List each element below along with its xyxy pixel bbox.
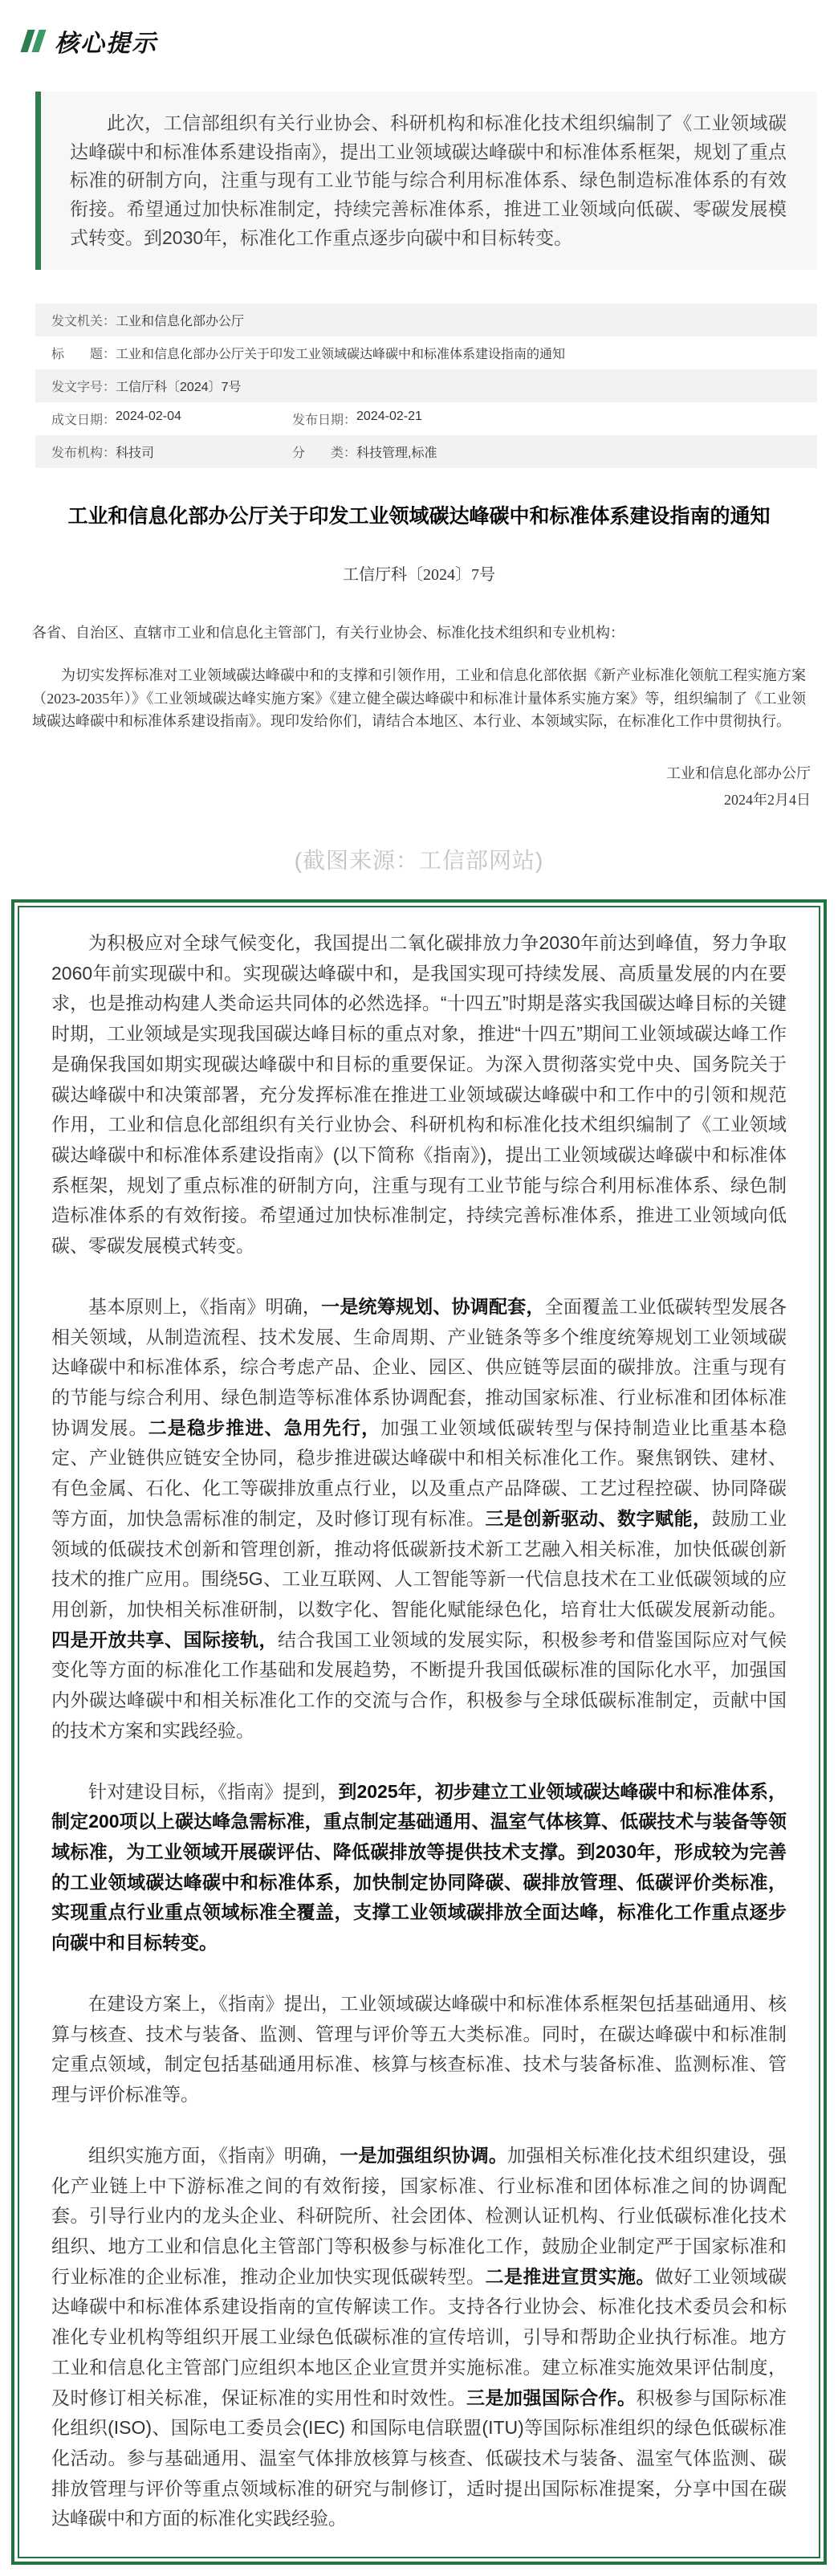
body-text: 为积极应对全球气候变化，我国提出二氧化碳排放力争2030年前达到峰值，努力争取2060年前实现碳中和。实现碳达峰碳中和，是我国实现可持续发展、高质量发展的内在要求，也是推动构建人类命运共同体的必然选择。“十四五”时期是落实我国碳达峰目标的关键时期，工业领域是实现我国碳达峰目标的重点对象，推进“十四五”期间工业领域碳达峰工作是确保我国如期实现碳达峰碳中和目标的重要保证。为深入贯彻落实党中央、国务院关于碳达峰碳中和决策部署，充分发挥标准在推进工业领域碳达峰碳中和工作中的引领和规范作用，工业和信息化部组织有关行业协会、科研机构和标准化技术组织编制了《工业领域碳达峰碳中和标准体系建设指南》(以下简称《指南》)，提出工业领域碳达峰碳中和标准体系框架，规划了重点标准的研制方向，注重与现有工业节能与综合利用标准体系、绿色制造标准体系的有效衔接。希望通过加快标准制定，持续完善标准体系，推进工业领域向低碳、零碳发展模式转变。 bbox=[51, 931, 787, 1257]
meta-value: 科技司 bbox=[116, 446, 155, 461]
body-text: 全面覆盖工业低碳转型发展各相关领域，从制造流程、技术发展、生命周期、产业链条等多个维度统筹规划工业领域碳达峰碳中和标准体系，综合考虑产品、企业、园区、供应链等层面的碳排放。注重与现有的节能与综合利用、绿色制造等标准体系协调配套，推动国家标准、行业标准和团体标准协调发展。 bbox=[51, 1295, 787, 1438]
body-text: 加强相关标准化技术组织建设，强化产业链上中下游标准之间的有效衔接，国家标准、行业标准和团体标准之间的协调配套。引导行业内的龙头企业、科研院所、社会团体、检测认证机构、行业低碳标准化技术组织、地方工业和信息化主管部门等积极参与标准化工作，鼓励企业制定严于国家标准和行业标准的企业标准，推动企业加快实现低碳转型。 bbox=[51, 2144, 787, 2287]
emphasis-text: 到2025年，初步建立工业领域碳达峰碳中和标准体系，制定200项以上碳达峰急需标准，重点制定基础通用、温室气体核算、低碳技术与装备等领域标准，为工业领域开展碳评估、降低碳排放等提供技术支撑。到2030年，形成较为完善的工业领域碳达峰碳中和标准体系，加快制定协同降碳、碳排放管理、低碳评价类标准，实现重点行业重点领域标准全覆盖，支撑工业领域碳排放全面达峰，标准化工作重点逐步向碳中和目标转变。 bbox=[51, 1780, 787, 1954]
meta-row bbox=[35, 369, 817, 402]
meta-value: 科技管理,标准 bbox=[356, 446, 437, 461]
meta-value: 2024-02-04 bbox=[116, 410, 181, 424]
article-paragraph bbox=[51, 1292, 787, 1747]
meta-label: 分 类： bbox=[292, 446, 357, 461]
meta-cell bbox=[51, 377, 817, 395]
salutation: 各省、自治区、直辖市工业和信息化主管部门，有关行业协会、标准化技术组织和专业机构： bbox=[32, 624, 624, 641]
article-paragraph bbox=[51, 928, 787, 1262]
meta-value: 工业和信息化部办公厅关于印发工业领域碳达峰碳中和标准体系建设指南的通知 bbox=[116, 348, 566, 362]
body-text: 加强工业领域低碳转型与保持制造业比重基本稳定、产业链供应链安全协同，稳步推进碳达峰碳中和相关标准化工作。聚焦钢铁、建材、有色金属、石化、化工等碳排放重点行业，以及重点产品降碳、工艺过程控碳、协同降碳等方面，加快急需标准的制定，及时修订现有标准。 bbox=[51, 1416, 787, 1529]
article-paragraph bbox=[51, 1777, 787, 1958]
meta-row bbox=[35, 336, 817, 369]
meta-table bbox=[35, 304, 817, 468]
body-text: 鼓励工业领域的低碳技术创新和管理创新，推动将低碳新技术新工艺融入相关标准，加快低碳创新技术的推广应用。围绕5G、工业互联网、人工智能等新一代信息技术在工业低碳领域的应用创新，加快相关标准研制，以数字化、智能化赋能绿色化，培育壮大低碳发展新动能。 bbox=[51, 1507, 787, 1620]
body-text: 积极参与国际标准化组织(ISO)、国际电工委员会(IEC) 和国际电信联盟(ITU)等国际标准组织的绿色低碳标准化活动。参与基础通用、温室气体排放核算与核查、低碳技术与装备、温室气体监测、碳排放管理与评价等重点领域标准的研究与制修订，适时提出国际标准提案，分享中国在碳达峰碳中和方面的标准化实践经验。 bbox=[51, 2386, 787, 2529]
source-caption: (截图来源：工信部网站) bbox=[294, 847, 544, 873]
meta-cell bbox=[51, 410, 292, 428]
core-tip-header bbox=[24, 26, 838, 56]
body-text: 做好工业领域碳达峰碳中和标准体系建设指南的宣传解读工作。支持各行业协会、标准化技术委员会和标准化专业机构等组织开展工业绿色低碳标准的宣传培训，引导和帮助企业执行标准。地方工业和信息化主管部门应组织本地区企业宣贯并实施标准。建立标准实施效果评估制度，及时修订相关标准，保证标准的实用性和时效性。 bbox=[51, 2265, 787, 2408]
meta-label: 发文机关： bbox=[51, 315, 116, 329]
emphasis-text: 三是加强国际合作。 bbox=[466, 2386, 637, 2408]
emphasis-text: 三是创新驱动、数字赋能， bbox=[485, 1507, 712, 1529]
meta-row bbox=[35, 435, 817, 468]
emphasis-text: 二是推进宣贯实施。 bbox=[485, 2265, 655, 2287]
meta-row bbox=[35, 402, 817, 435]
body-text: 基本原则上，《指南》明确， bbox=[88, 1295, 322, 1317]
signer: 工业和信息化部办公厅 bbox=[666, 765, 811, 782]
meta-cell bbox=[51, 311, 817, 329]
article-paragraph bbox=[51, 2141, 787, 2534]
core-tip-title: 核心提示 bbox=[55, 31, 157, 57]
notice-body: 为切实发挥标准对工业领域碳达峰碳中和的支撑和引领作用，工业和信息化部依据《新产业标准化领航工程实施方案（2023-2035年）》《工业领域碳达峰实施方案》《建立健全碳达峰碳中和标准计量体系实施方案》等，组织编制了《工业领域碳达峰碳中和标准体系建设指南》。现印发给你们，请结合本地区、本行业、本领域实际，在标准化工作中贯彻执行。 bbox=[32, 666, 806, 730]
sign-date: 2024年2月4日 bbox=[724, 791, 811, 808]
meta-label: 发布机构： bbox=[51, 446, 116, 461]
core-tip-box bbox=[35, 92, 817, 270]
meta-label: 发布日期： bbox=[292, 414, 357, 428]
double-slash-icon bbox=[24, 30, 47, 52]
meta-label: 成文日期： bbox=[51, 414, 116, 428]
emphasis-text: 二是稳步推进、急用先行， bbox=[148, 1416, 381, 1438]
meta-label: 发文字号： bbox=[51, 381, 116, 395]
meta-cell bbox=[292, 442, 817, 461]
article-box bbox=[11, 899, 827, 2565]
notice-title: 工业和信息化部办公厅关于印发工业领域碳达峰碳中和标准体系建设指南的通知 bbox=[67, 505, 771, 528]
meta-cell bbox=[51, 344, 817, 362]
body-text: 在建设方案上，《指南》提出，工业领域碳达峰碳中和标准体系框架包括基础通用、核算与核查、技术与装备、监测、管理与评价等五大类标准。同时，在碳达峰碳中和标准制定重点领域，制定包括基础通用标准、核算与核查标准、技术与装备标准、监测标准、管理与评价标准等。 bbox=[51, 1992, 787, 2105]
meta-cell bbox=[292, 410, 817, 428]
meta-value: 工信厅科〔2024〕7号 bbox=[116, 381, 242, 395]
emphasis-text: 一是加强组织协调。 bbox=[340, 2144, 508, 2166]
body-text: 组织实施方面，《指南》明确， bbox=[88, 2144, 340, 2166]
meta-value: 2024-02-21 bbox=[356, 410, 422, 424]
article-paragraph bbox=[51, 1989, 787, 2110]
emphasis-text: 一是统筹规划、协调配套， bbox=[321, 1295, 545, 1317]
core-tip-text: 此次，工信部组织有关行业协会、科研机构和标准化技术组织编制了《工业领域碳达峰碳中和标准体系建设指南》，提出工业领域碳达峰碳中和标准体系框架，规划了重点标准的研制方向，注重与现有工业节能与综合利用标准体系、绿色制造标准体系的有效衔接。希望通过加快标准制定，持续完善标准体系，推进工业领域向低碳、零碳发展模式转变。到2030年，标准化工作重点逐步向碳中和目标转变。 bbox=[70, 112, 787, 248]
body-text: 针对建设目标，《指南》提到， bbox=[88, 1780, 339, 1802]
meta-cell bbox=[51, 442, 292, 461]
emphasis-text: 四是开放共享、国际接轨， bbox=[51, 1628, 278, 1650]
meta-label: 标 题： bbox=[51, 348, 116, 362]
article-content bbox=[18, 906, 820, 2558]
meta-value: 工业和信息化部办公厅 bbox=[116, 315, 245, 329]
doc-number: 工信厅科〔2024〕7号 bbox=[343, 565, 495, 584]
signature-block bbox=[32, 760, 811, 813]
body-text: 结合我国工业领域的发展实际，积极参考和借鉴国际应对气候变化等方面的标准化工作基础和发展趋势，不断提升我国低碳标准的国际化水平，加强国内外碳达峰碳中和相关标准化工作的交流与合作，积极参与全球低碳标准制定，贡献中国的技术方案和实践经验。 bbox=[51, 1628, 787, 1741]
meta-row bbox=[35, 304, 817, 336]
